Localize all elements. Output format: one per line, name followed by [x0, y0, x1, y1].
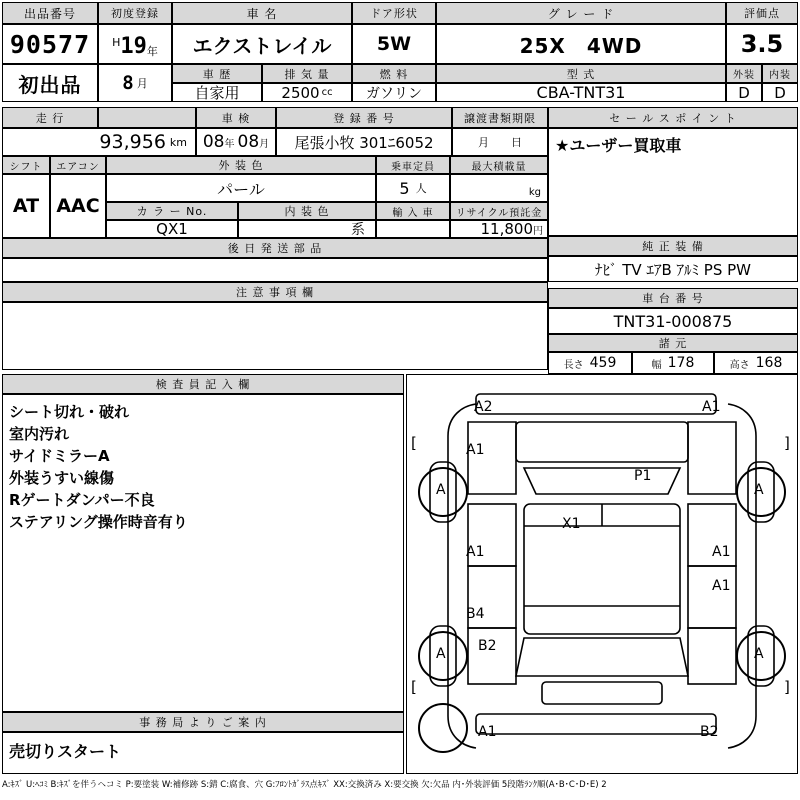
mileage-label-cell — [2, 107, 98, 128]
displacement-label-cell — [262, 64, 352, 83]
oem-value: ﾅﾋﾞ TV ｴｱB ｱﾙﾐ PS PW — [595, 260, 751, 279]
int-color-label: 内 装 色 — [239, 203, 375, 219]
lot-no-label-cell — [2, 2, 98, 24]
maxload-label: 最大積載量 — [451, 157, 547, 173]
height-value: 168 — [755, 355, 783, 371]
ext-grade-label-cell — [726, 64, 762, 83]
lot-no-cell — [2, 24, 98, 64]
regno-value: 尾張小牧 301ﾆ6052 — [294, 133, 434, 152]
spec-label-cell — [548, 334, 798, 352]
reg-month-unit: 月 — [136, 77, 148, 90]
recycle-unit: 円 — [533, 225, 543, 237]
ext-grade-label: 外装 — [727, 65, 761, 82]
later-parts-cell — [2, 258, 548, 282]
inspector-note: ステアリング操作時音有り — [9, 513, 188, 531]
lot-no-label: 出品番号 — [3, 3, 97, 23]
seats-unit: 人 — [415, 182, 427, 195]
inspector-label: 検 査 員 記 入 欄 — [3, 375, 403, 393]
transfer-label-cell — [452, 107, 548, 128]
damage-mark: A2 — [474, 399, 493, 415]
maxload-unit: kg — [528, 187, 541, 198]
color-no-value: QX1 — [156, 220, 188, 238]
first-sale-cell — [2, 64, 98, 102]
damage-mark: A1 — [712, 544, 731, 560]
reg-month: 8 — [122, 72, 134, 94]
door-label-cell — [352, 2, 436, 24]
ac-label-cell — [50, 156, 106, 174]
damage-mark: A1 — [466, 442, 485, 458]
office-label-cell — [2, 712, 404, 732]
ext-color-value: パール — [217, 179, 265, 199]
int-grade-label: 内装 — [763, 65, 797, 82]
shaken-label-cell — [196, 107, 276, 128]
mileage-cell — [2, 128, 196, 156]
ext-color-label: 外 装 色 — [107, 157, 375, 173]
recycle-label: リサイクル預託金 — [451, 203, 547, 219]
first-sale-badge: 初出品 — [18, 72, 82, 97]
damage-mark: A1 — [702, 399, 721, 415]
grade-label-cell — [436, 2, 726, 24]
notes-cell — [2, 302, 548, 370]
fuel-value: ガソリン — [366, 85, 422, 102]
damage-mark: B2 — [700, 724, 719, 740]
fuel-cell — [352, 83, 436, 102]
shaken-cell — [196, 128, 276, 156]
width-label: 幅 — [651, 359, 662, 371]
color-no-label: カ ラ ー No. — [107, 203, 237, 219]
grade-label: グ レ ー ド — [437, 3, 725, 23]
wheel-mark: A — [754, 646, 764, 662]
ac-cell — [50, 174, 106, 238]
length-cell — [548, 352, 632, 374]
int-grade-cell — [762, 83, 798, 102]
reg-era: H — [112, 35, 121, 49]
oem-label-cell — [548, 236, 798, 256]
import-label-cell — [376, 202, 450, 220]
recycle-cell — [450, 220, 548, 238]
score-label-cell — [726, 2, 798, 24]
car-name-label-cell — [172, 2, 352, 24]
score-label: 評価点 — [727, 3, 797, 23]
inspector-note: Rゲートダンパー不良 — [9, 491, 155, 509]
regno-label: 登 録 番 号 — [277, 108, 451, 127]
notes-label: 注 意 事 項 欄 — [3, 283, 547, 301]
displacement-unit: cc — [321, 87, 333, 98]
import-label: 輸 入 車 — [377, 203, 449, 219]
vin-label: 車 台 番 号 — [549, 289, 797, 307]
shaken-month-unit: 月 — [259, 138, 270, 150]
bracket-mark: ] — [784, 678, 790, 696]
grade-cell — [436, 24, 726, 64]
damage-mark: B2 — [478, 638, 497, 654]
inspector-note: シート切れ・破れ — [9, 403, 130, 421]
height-cell — [714, 352, 798, 374]
office-text-cell — [2, 732, 404, 774]
car-name-label: 車 名 — [173, 3, 351, 23]
damage-mark: A1 — [478, 724, 497, 740]
ext-color-cell — [106, 174, 376, 202]
door-value: 5W — [376, 33, 412, 55]
score-value: 3.5 — [740, 30, 784, 58]
displacement-label: 排 気 量 — [263, 65, 351, 82]
bracket-mark: [ — [411, 678, 417, 696]
door-label: ドア形状 — [353, 3, 435, 23]
grade-value: 25X 4WD — [519, 33, 643, 58]
vin-cell — [548, 308, 798, 334]
shift-cell — [2, 174, 50, 238]
maxload-label-cell — [450, 156, 548, 174]
reg-year-cell — [98, 24, 172, 64]
mileage-unit: km — [169, 135, 187, 149]
car-name-value: エクストレイル — [192, 33, 332, 58]
reg-date-label-cell — [98, 2, 172, 24]
legend-text: A:ｷｽﾞ U:ﾍｺﾐ B:ｷｽﾞを伴うヘコミ P:要塗装 W:補修跡 S:錆 C:腐食、穴 G:ﾌﾛﾝﾄｶﾞﾗｽ点ｷｽﾞ XX:交換済み X:要交換 欠:欠品 内･外装評価 5段階ﾗﾝｸ順(A･B･C･D･E) 2 — [2, 780, 607, 790]
sales-point-label-cell — [548, 107, 798, 128]
damage-mark: P1 — [634, 468, 652, 484]
later-parts-label: 後 日 発 送 部 品 — [3, 239, 547, 257]
oem-label: 純 正 装 備 — [549, 237, 797, 255]
office-label: 事 務 局 よ り ご 案 内 — [3, 713, 403, 731]
seats-cell — [376, 174, 450, 202]
bracket-mark: [ — [411, 434, 417, 452]
wheel-mark: A — [754, 482, 764, 498]
damage-mark: B4 — [466, 606, 485, 622]
int-grade-value: D — [774, 83, 786, 102]
ext-grade-cell — [726, 83, 762, 102]
notes-label-cell — [2, 282, 548, 302]
ac-value: AAC — [56, 195, 100, 217]
sales-point-cell — [548, 128, 798, 236]
car-outline-svg — [406, 376, 798, 774]
damage-mark: A1 — [466, 544, 485, 560]
shift-label: シフト — [3, 157, 49, 173]
sales-point-value: ★ユーザー買取車 — [555, 136, 682, 155]
ext-grade-value: D — [738, 83, 750, 102]
seats-label: 乗車定員 — [377, 157, 449, 173]
length-label: 長さ — [563, 359, 584, 371]
seats-label-cell — [376, 156, 450, 174]
vin-label-cell — [548, 288, 798, 308]
history-value: 自家用 — [194, 84, 240, 102]
vin-value: TNT31-000875 — [613, 311, 733, 331]
int-color-value: 系 — [351, 222, 365, 238]
transfer-day-unit: 日 — [511, 136, 522, 149]
shaken-month: 08 — [237, 132, 260, 152]
score-cell — [726, 24, 798, 64]
transfer-cell — [452, 128, 548, 156]
wheel-mark: A — [436, 482, 446, 498]
damage-mark: A1 — [712, 578, 731, 594]
displacement-value: 2500 — [281, 83, 320, 102]
wheel-mark: A — [436, 646, 446, 662]
import-cell — [376, 220, 450, 238]
width-value: 178 — [667, 355, 695, 371]
reg-date-label: 初度登録 — [99, 3, 171, 23]
model-cell — [436, 83, 726, 102]
inspector-notes-list — [3, 395, 403, 533]
history-label: 車 歴 — [173, 65, 261, 82]
displacement-cell — [262, 83, 352, 102]
model-value: CBA-TNT31 — [536, 83, 626, 102]
seats-value: 5 — [399, 178, 410, 198]
length-value: 459 — [589, 355, 617, 371]
width-cell — [632, 352, 714, 374]
regno-label-cell — [276, 107, 452, 128]
door-cell — [352, 24, 436, 64]
ac-label: エアコン — [51, 157, 105, 173]
shaken-year: 08 — [202, 132, 225, 152]
mileage-label-cell-2 — [98, 107, 196, 128]
height-label: 高さ — [729, 359, 750, 371]
later-parts-label-cell — [2, 238, 548, 258]
transfer-label: 譲渡書類期限 — [453, 108, 547, 127]
inspector-note: 室内汚れ — [9, 425, 70, 443]
color-no-cell — [106, 220, 238, 238]
color-no-label-cell — [106, 202, 238, 220]
mileage-label: 走 行 — [3, 108, 97, 127]
lot-no-value: 90577 — [9, 29, 91, 59]
inspector-notes-cell — [2, 394, 404, 712]
maxload-cell — [450, 174, 548, 202]
inspector-note: 外装うすい線傷 — [9, 469, 115, 487]
shift-value: AT — [12, 195, 40, 217]
sales-point-label: セ ー ル ス ポ イ ン ト — [549, 108, 797, 127]
history-label-cell — [172, 64, 262, 83]
oem-cell — [548, 256, 798, 282]
history-cell — [172, 83, 262, 102]
reg-year: 19 — [120, 34, 147, 59]
model-label: 型 式 — [437, 65, 725, 82]
regno-cell — [276, 128, 452, 156]
shaken-year-unit: 年 — [224, 138, 235, 150]
recycle-value: 11,800 — [480, 220, 533, 238]
int-color-cell — [238, 220, 376, 238]
mileage-value: 93,956 — [99, 131, 166, 153]
damage-diagram — [406, 376, 798, 774]
reg-month-cell — [98, 64, 172, 102]
office-text: 売切りスタート — [9, 742, 122, 761]
int-color-label-cell — [238, 202, 376, 220]
shaken-label: 車 検 — [197, 108, 275, 127]
inspector-note: サイドミラーA — [9, 447, 110, 465]
transfer-month-unit: 月 — [478, 136, 489, 149]
recycle-label-cell — [450, 202, 548, 220]
car-name-cell — [172, 24, 352, 64]
spec-label: 諸 元 — [549, 335, 797, 351]
reg-year-unit: 年 — [146, 45, 158, 58]
bracket-mark: ] — [784, 434, 790, 452]
model-label-cell — [436, 64, 726, 83]
damage-mark: X1 — [562, 516, 581, 532]
int-grade-label-cell — [762, 64, 798, 83]
fuel-label-cell — [352, 64, 436, 83]
fuel-label: 燃 料 — [353, 65, 435, 82]
ext-color-label-cell — [106, 156, 376, 174]
shift-label-cell — [2, 156, 50, 174]
inspector-label-cell — [2, 374, 404, 394]
